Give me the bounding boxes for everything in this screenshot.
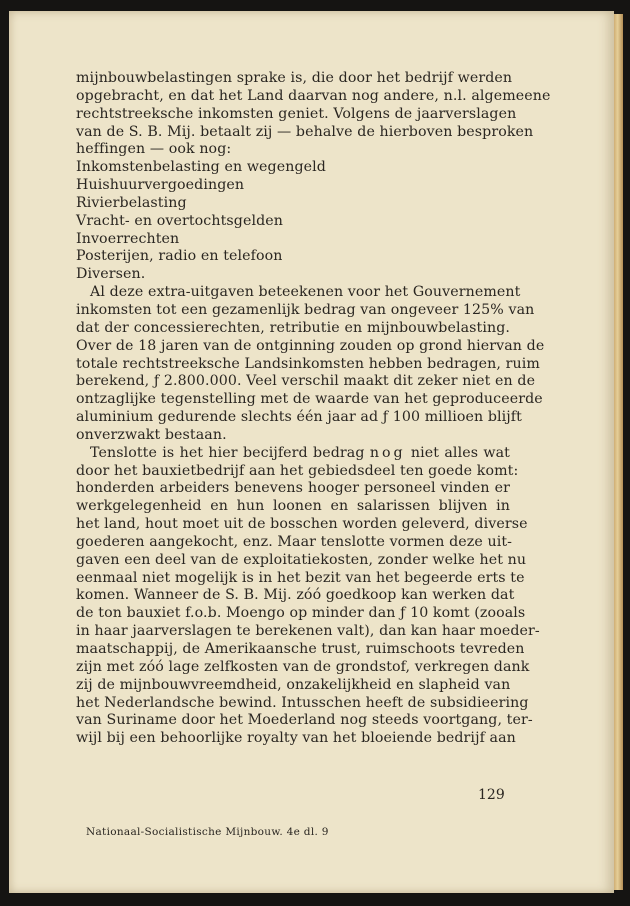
text-line: opgebracht, en dat het Land daarvan nog andere, n.l. algemeene	[76, 87, 551, 104]
levy-item: Invoerrechten	[76, 230, 180, 247]
text-line: inkomsten tot een gezamenlijk bedrag van ongeveer 125% van	[76, 301, 535, 318]
text-line: van de S. B. Mij. betaalt zij — behalve de hierboven besproken	[76, 123, 534, 140]
levy-item: Diversen.	[76, 266, 146, 283]
text-line: aluminium gedurende slechts één jaar ad ƒ 100 millioen blijft	[76, 409, 522, 426]
text-line: ontzaglijke tegenstelling met de waarde van het geproduceerde	[76, 391, 543, 408]
text-segment: niet alles wat	[405, 444, 510, 461]
body-text	[76, 70, 551, 748]
text-line: het Nederlandsche bewind. Intusschen heeft de subsidieering	[76, 694, 529, 711]
text-segment: Tenslotte is het hier becijferd bedrag	[90, 444, 370, 461]
text-line: de ton bauxiet f.o.b. Moengo op minder dan ƒ 10 komt (zooals	[76, 605, 526, 622]
text-line: Over de 18 jaren van de ontginning zouden op grond hiervan de	[76, 337, 545, 354]
page-number: 129	[478, 787, 505, 803]
text-line: Al deze extra-uitgaven beteekenen voor het Gouvernement	[90, 284, 521, 301]
levy-item: Inkomstenbelasting en wegengeld	[76, 159, 326, 176]
text-line: goederen aangekocht, enz. Maar tenslotte vormen deze uit-	[76, 533, 513, 550]
text-line: wijl bij een behoorlijke royalty van het bloeiende bedrijf aan	[76, 730, 516, 747]
text-line: berekend, ƒ 2.800.000. Veel verschil maakt dit zeker niet en de	[76, 373, 536, 390]
levy-item: Vracht- en overtochtsgelden	[76, 212, 283, 229]
levy-item: Rivierbelasting	[76, 194, 187, 211]
text-line	[76, 445, 510, 463]
text-line: zij de mijnbouwvreemdheid, onzakelijkheid en slapheid van	[76, 676, 511, 693]
page-edge	[614, 14, 623, 890]
text-line: honderden arbeiders benevens hooger personeel vinden er	[76, 480, 510, 497]
levy-item: Posterijen, radio en telefoon	[76, 248, 283, 265]
text-line: werkgelegenheid en hun loonen en salarissen blijven in	[76, 498, 510, 515]
text-line: totale rechtstreeksche Landsinkomsten hebben bedragen, ruim	[76, 355, 540, 372]
signature-footer: Nationaal-Socialistische Mijnbouw. 4e dl. 9	[86, 826, 329, 838]
text-line: in haar jaarverslagen te berekenen valt), dan kan haar moeder-	[76, 623, 540, 640]
spaced-emphasis: nog	[369, 444, 406, 461]
text-line: komen. Wanneer de S. B. Mij. zóó goedkoop kan werken dat	[76, 587, 515, 604]
text-line: door het bauxietbedrijf aan het gebiedsdeel ten goede komt:	[76, 462, 519, 479]
text-line: rechtstreeksche inkomsten geniet. Volgens de jaarverslagen	[76, 105, 517, 122]
levy-item: Huishuurvergoedingen	[76, 177, 245, 194]
text-line: mijnbouwbelastingen sprake is, die door het bedrijf werden	[76, 70, 513, 86]
text-line: maatschappij, de Amerikaansche trust, ruimschoots tevreden	[76, 641, 525, 657]
text-line: gaven een deel van de exploitatiekosten, zonder welke het nu	[76, 551, 527, 568]
text-line: dat der concessierechten, retributie en mijnbouwbelasting.	[76, 319, 510, 336]
text-line: van Suriname door het Moederland nog steeds voortgang, ter-	[76, 712, 533, 729]
text-line: eenmaal niet mogelijk is in het bezit van het begeerde erts te	[76, 569, 525, 586]
text-line: het land, hout moet uit de bosschen worden geleverd, diverse	[76, 516, 528, 533]
text-line: onverzwakt bestaan.	[76, 426, 227, 443]
text-line: heffingen — ook nog:	[76, 141, 232, 158]
text-line: zijn met zóó lage zelfkosten van de grondstof, verkregen dank	[76, 658, 530, 675]
